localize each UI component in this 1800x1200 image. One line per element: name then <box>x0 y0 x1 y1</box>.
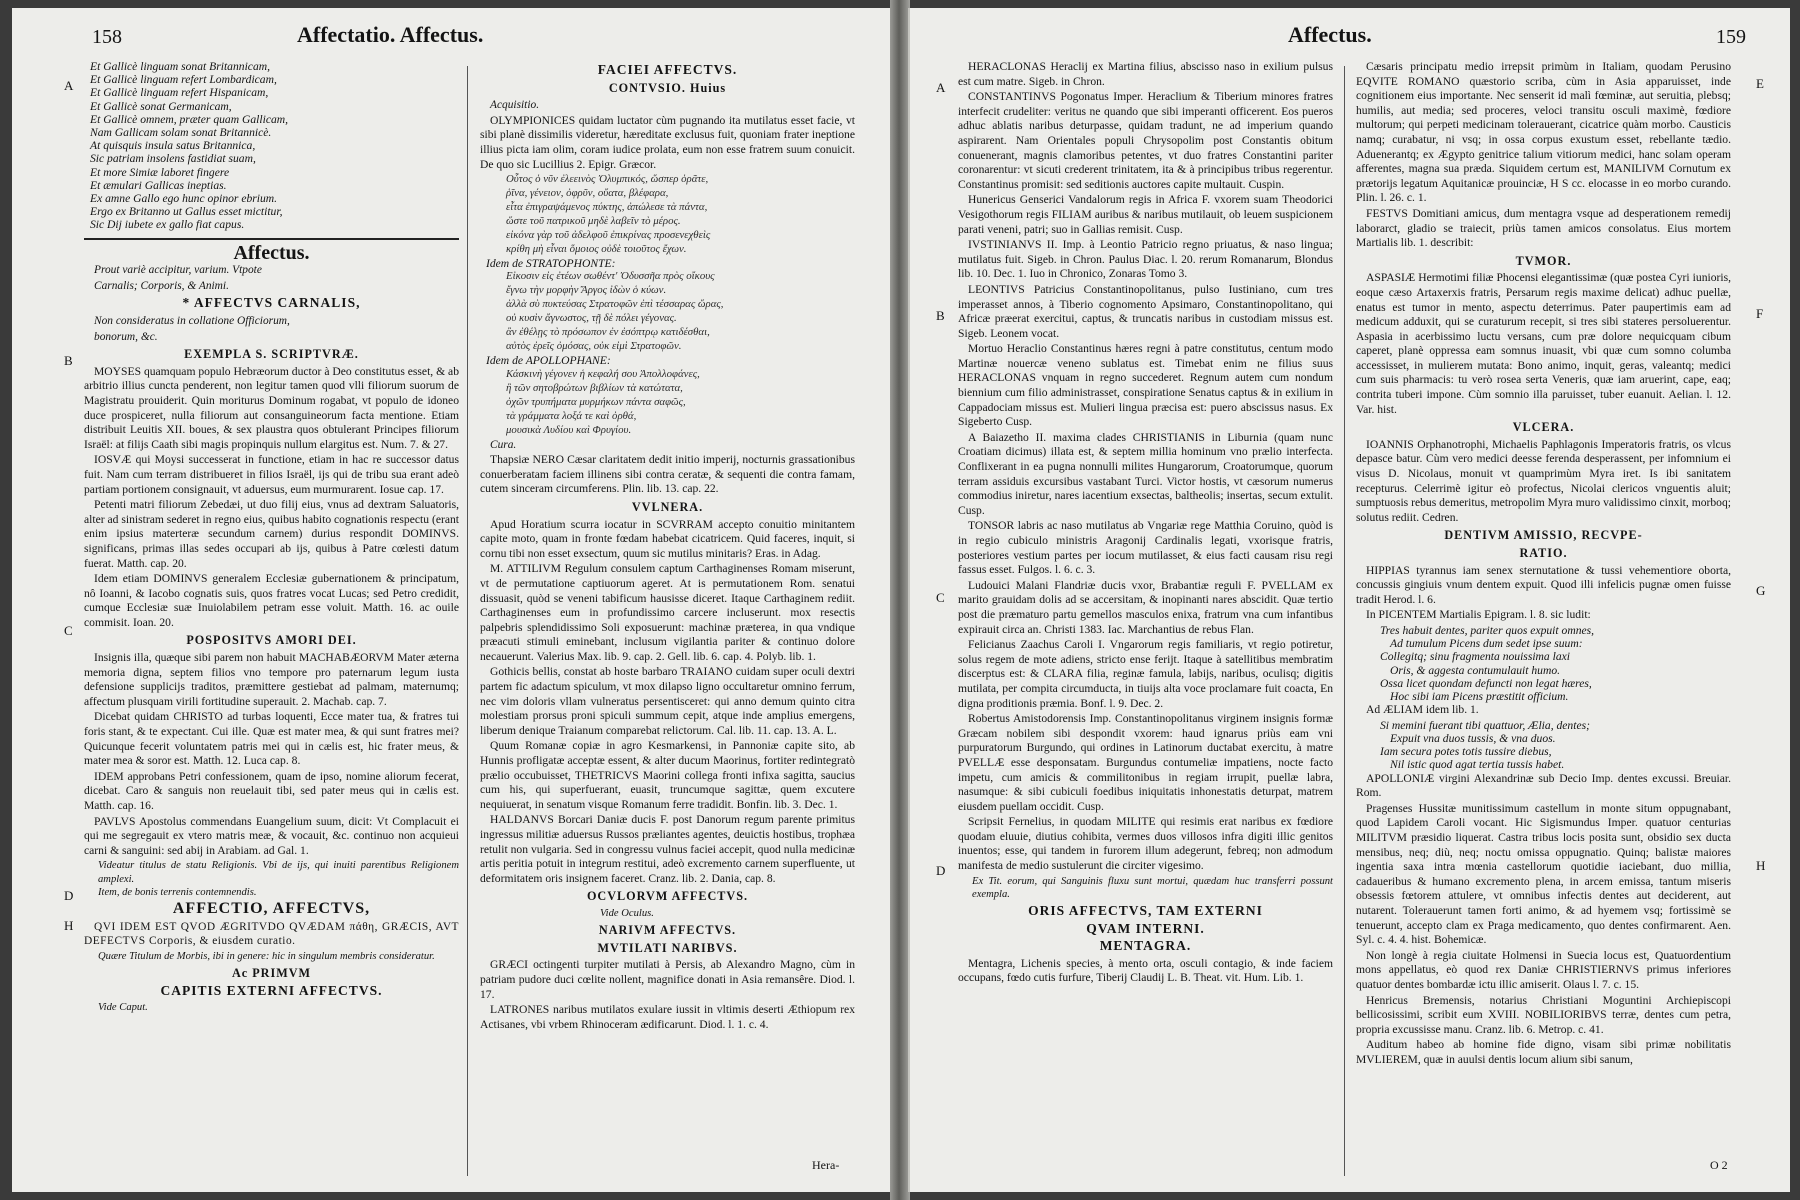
section-heading: MENTAGRA. <box>1099 938 1192 954</box>
greek-verse: ἂν ἐθέλῃς τὸ πρόσωπον ἐν ἐσόπτρῳ κατιδέσθαι, <box>506 326 710 339</box>
verse-line: Ad tumulum Picens dum sedet ipse suum: <box>1390 637 1583 651</box>
greek-verse: Εἰκοσιν εἰς ἐτέων σωθέντ' Ὀδυσσῆα πρὸς οἴκους <box>506 270 715 283</box>
verse-line: Hoc sibi iam Picens præstitit officium. <box>1390 689 1569 703</box>
paragraph: FESTVS Domitiani amicus, dum mentagra vsque ad desperationem remedij laborarct, gladio se traiecit, priùs tamen amicos consolatus. Eius mortem Martialis lib. 1. describit: <box>1356 206 1731 250</box>
margin-letter: F <box>1756 306 1764 321</box>
verse-line: Ossa licet quondam defuncti non legat hæres, <box>1380 676 1592 690</box>
column-rule <box>467 66 468 1176</box>
paragraph: Mentagra, Lichenis species, à mento orta, osculi contagio, & inde faciem occupans, fœdo cutis furfure, Tiberij Claudij L. B. Theat. vit. Hum. Lib. 1. <box>958 956 1333 985</box>
margin-letter: B <box>64 353 73 368</box>
catchword: Hera- <box>812 1158 840 1172</box>
paragraph: Robertus Amistodorensis Imp. Constantinopolitanus virginem insignis formæ Græcam nobilem sibi despondit vxorem: haud ignarus priùs eam vni purpuratorum Burgundo, qui ordines in Latinorum ductabat exercitu, à matre PVELLÆ esse desponsatam. Burgundus contumeliæ impatiens, nocte facto impetu, cum amicis & commilitonibus in regiam irrupit, puellæ labra, nasumque: & sibi cubiculi foedibus iniquitatis inhonestatis deturpat, matrem eiusdem puellam occidit. Cusp. <box>958 712 1333 813</box>
section-heading: Affectus. <box>233 241 310 264</box>
greek-verse: ῥῖνα, γένειον, ὀφρῦν, οὔατα, βλέφαρα, <box>506 187 669 200</box>
paragraph: Scripsit Fernelius, in quodam MILITE qui resimis erat naribus ex fœdiore quodam eluuie, diutius cohibita, vermes duos villosos infra digiti illic genitos inuentos; esse, qui tandem in furorem illum adegerunt, febreq; non admodum manifesta de medio sustulerunt die circiter vigesimo. <box>958 815 1333 873</box>
subheading: Idem de APOLLOPHANE: <box>486 354 611 368</box>
section-heading: CAPITIS EXTERNI AFFECTVS. <box>160 982 383 998</box>
subheading: bonorum, &c. <box>94 330 158 343</box>
book-gutter <box>890 0 910 1200</box>
right-page <box>908 8 1790 1192</box>
section-heading: RATIO. <box>1519 546 1568 560</box>
paragraph: Ad ÆLIAM idem lib. 1. <box>1366 703 1479 717</box>
paragraph: Dicebat quidam CHRISTO ad turbas loquenti, Ecce mater tua, & fratres tui foris stant, & te expectant. Cui ille. Quæ est mater mea, & qui sunt fratres mei? Quicunque fecerit voluntatem patris mei qui in cælis est, hic frater meus, & mater mea & soror est. Matth. 12. Luca cap. 8. <box>84 710 459 768</box>
greek-verse: εἰκόνα γὰρ τοῦ ἀδελφοῦ ἐπικρίνας προσενεχθεὶς <box>506 229 711 242</box>
section-heading: TVMOR. <box>1515 253 1572 268</box>
paragraph: Insignis illa, quæque sibi parem non habuit MACHABÆORVM Mater æterna memoria digna, septem filios vno tempore pro paternarum legum iusta defensione supplicijs traditos, præmittere gestiebat ad palmam, maternumq; affectum plusquam virili fortitudine superauit. 2. Machab. cap. 7. <box>84 651 459 708</box>
paragraph: ASPASIÆ Hermotimi filiæ Phocensi elegantissimæ (quæ postea Cyri iunioris, eoque cæso Artaxerxis fratris, Persarum regis maxime delicat) adhuc puellæ, enatus est tumor in mento, aspectu deterrimus. Pater paupertimis eam ad medicum adduxit, qui se curaturum recepit, si tres sibi stateres persoluerentur. Aspasia in acerbissimo luctu versans, cum præ dolore nequicquam cibum caperet, planè oppressa eam somnus inuasit, vbi quæ cum somno columba accessisset, in mulierem mutata: Bono animo, inquit, geras, valeantq; medici cum suis pharmacis: tu verò rosea serta Veneris, quæ iam aruerint, cape, eaq; contrita tuberi impone. Cùm somnio illa paruisset, tuber euanuit. Aelian. l. 12. Var. hist. <box>1356 271 1731 416</box>
paragraph: Ludouici Malani Flandriæ ducis vxor, Brabantiæ reguli F. PVELLAM ex marito grauidam dolis ad se accersitam, & inopinanti nares abscidit. Quæ tertio post die præmaturo partu gemellos masculos enixa, fratrum vna cum infantibus expirauit circa an. Christi 1383. Iac. Marchantius de rebus Flan. <box>958 578 1333 636</box>
paragraph: HERACLONAS Heraclij ex Martina filius, abscisso naso in exilium pulsus est cum matre. Sigeb. in Chron. <box>958 60 1333 88</box>
running-head: Affectus. <box>1288 22 1372 47</box>
greek-verse: ἀλλὰ σὺ πυκτεύσας Στρατοφῶν ἐπὶ τέσσαρας ὥρας, <box>506 298 724 311</box>
subheading: Acquisitio. <box>490 99 540 112</box>
paragraph: LEONTIVS Patricius Constantinopolitanus, pulso Iustiniano, cum tres imperasset annos, à Tiberio cognomento Apsimaro, Constantinopolitano, qui Africæ præerat exercitui, captus, & truncatis naribus in custodiam missus est. Sigeb. Leonem vocat. <box>958 282 1333 340</box>
verse-line: Et Gallicè linguam refert Hispanicam, <box>90 86 269 100</box>
paragraph: In PICENTEM Martialis Epigram. l. 8. sic ludit: <box>1366 608 1591 622</box>
verse-line: Sic patriam insolens fastidiat suam, <box>90 152 256 166</box>
subheading: QVI IDEM EST QVOD ÆGRITVDO QVÆDAM πάθη, GRÆCIS, AVT DEFECTVS Corporis, & eiusdem curatio. <box>84 920 459 948</box>
cross-reference: Ex Tit. eorum, qui Sanguinis fluxu sunt mortui, quædam huc transferri possunt exempla. <box>972 875 1333 900</box>
margin-letter: D <box>936 863 946 878</box>
paragraph: Mortuo Heraclio Constantinus hæres regni à patre constitutus, centum modo Martinæ nouercæ veneno sublatus est. Timebat enim ne filius suus HERACLONAS vnquam in regno succederet. Regnum autem cum nondum biennium cum filio administrasset, conspiratione Senatus captus & in exilium in Cappadociam missus est. Mulieri lingua præcisa est: puero abscissus nasus. Ex Sigeberto Cusp. <box>958 342 1333 429</box>
verse-line: Sic Dij iubete ex gallo fiat capus. <box>90 218 245 232</box>
column-1 <box>958 60 1333 987</box>
greek-verse: κρίθη μὴ εἶναι ὅμοιος οὐδὲ τοιοῦτος ἔχων. <box>506 243 687 256</box>
verse-line: Oris, & aggesta contumulauit humo. <box>1390 663 1561 677</box>
section-heading: * AFFECTVS CARNALIS, <box>182 295 361 311</box>
verse-line: Tres habuit dentes, pariter quos expuit omnes, <box>1380 623 1595 637</box>
paragraph: Non longè à regia ciuitate Holmensi in Suecia locus est, Quatuordentium mons appellatus, eò quod rex Daniæ CHRISTIERNVS primus inferiores quatuor dentes bombardæ ictu illic amiserit. Olaus l. 7. c. 15. <box>1356 948 1731 991</box>
section-heading: CONTVSIO. Huius <box>608 80 727 95</box>
paragraph: IDEM approbans Petri confessionem, quam de ipso, nomine aliorum fecerat, dicebat. Caro & sanguis non reuelauit tibi, sed pater meus qui in cælis est. Matth. cap. 16. <box>84 769 459 813</box>
greek-verse: ὀχῶν τρυπήματα μυρμήκων πάντα σαφῶς, <box>506 395 686 408</box>
paragraph: Cæsaris principatu medio irrepsit primùm in Italiam, quodam Perusino EQVITE ROMANO quæstorio scriba, cùm in Asia apparuisset, inde cognitionem eius importante. Nec senserit id malì fœminæ, aut seruitia, plebsq; humilis, aut media; sed proceres, veloci transitu osculi maximè, fœdiore multorum; qui perpeti medicinam tolerauerant, cicatrice quàm morbo. Causticis namq; curabatur, ni vsq; in ossa corpus exustum esset, rebellante tædio. Aduenerantq; ex Ægypto genitrice talium vitiorum medici, hanc solam operam afferentes, magna sua præda. Siquidem certum est, MANILIVM Cornutum ex prætorijs legatum Aquitanicæ prouinciæ, H S cc. elocasse in eo morbo curando. Plin. l. 26. c. 1. <box>1356 60 1731 205</box>
verse-line: Et Gallicè linguam refert Lombardicam, <box>90 73 277 87</box>
paragraph: Quum Romanæ copiæ in agro Kesmarkensi, in Pannoniæ capite sito, ab Hunnis profligatæ acceptæ essent, & alter ducum Maorinus, fortiter redintegratò prælio occubuisset, THETRICVS Maorini collega fronti infixa sagitta, saucius cum his, qui superfuerant, euasit, truncumque sagittæ, quem excutere nequiuerat, in senatum visque Romanum ferre tradidit. Bonfin. lib. 3. Dec. 1. <box>480 739 855 811</box>
paragraph: Hunericus Genserici Vandalorum regis in Africa F. vxorem suam Theodorici Vesigothorum regis FILIAM auribus & naribus mutilauit, ob leuem suspicionem parati veneni, patri; suo in Gallias remisit. Cusp. <box>958 193 1333 236</box>
paragraph: TONSOR labris ac naso mutilatus ab Vngariæ rege Matthia Coruino, quòd is in regio cubiculo ministris Aragonij Cardinalis legati, vxorisque fratris, posteriores vestium partes per iocum mutilasset, & eius facti causam risu regi fassus esset. Fulgos. l. 6. c. 3. <box>958 519 1333 577</box>
section-heading: POSPOSITVS AMORI DEI. <box>186 633 357 648</box>
greek-verse: ἢ τῶν σητοβρώτων βιβλίων τὰ κατώτατα, <box>506 381 683 394</box>
margin-letter: B <box>936 308 945 323</box>
margin-letter: G <box>1756 583 1766 598</box>
paragraph: Idem etiam DOMINVS generalem Ecclesiæ gubernationem & principatum, nô Ioanni, & Iacobo cognatis suis, quos fratres vocat Lucas; sed Petro credidit, cumque Ecclesiæ suæ Inuiolabilem petram esse voluit. Matth. 16. ac ouile commisit. Ioan. 20. <box>84 572 459 629</box>
section-heading: AFFECTIO, AFFECTVS, <box>172 900 371 917</box>
page-number: 158 <box>92 26 122 48</box>
section-heading: FACIEI AFFECTVS. <box>597 62 738 77</box>
section-heading: Ac PRIMVM <box>231 965 312 980</box>
paragraph: Pragenses Hussitæ munitissimum castellum in monte situm oppugnabant, quod Lapidem Caroli vocant. Hic Sigismundus Imper. quatuor centurias MILITVM præsidio liquerat. Castra tribus locis posita sunt, obsidio sex ducta mensibus, neq; diù, neq; noctu omissa oppugnatio. Quinq; balistæ maiores ingentia saxa intra mœnia castellorum quotidie iaciebant, duo millia, cadaueribus & humano excremento plena, in arcem emissa, tantum miseris obsessis fœtorem attulere, vt omnibus infectis dentes aut deciderent, aut nutarent. Tolerauerunt tamen forti animo, & ad hyemem vsq; fortissimè se tenuerunt, accepto clam ex Praga medicamento, quo dentes confirmarent. Aen. Syl. c. 4. 4. hist. Bohemicæ. <box>1356 801 1731 947</box>
margin-letter: H <box>1756 858 1766 873</box>
verse-line: Nil istic quod agat tertia tussis habet. <box>1390 758 1565 772</box>
section-heading: OCVLORVM AFFECTVS. <box>586 889 749 904</box>
margin-letter: H <box>64 918 74 933</box>
paragraph: CONSTANTINVS Pogonatus Imper. Heraclium & Tiberium minores fratres interfecit crudeliter: veritus ne quando que sibi imperanti officerent. Eos pueros adhuc ablatis naribus deturpasse, quidam tradunt, ne ad imperium quando aspirarent. Nam Orientales populi Chrysopolim post Constantis obitum conuenerant, magnis clamoribus petentes, vt duo fratres Constantini pariter coronarentur: vt sicuti crederent trinitatem, ita & à principibus tribus regerentur. Constantinus promisit: sed seditionis auctores capite multauit. Cuspin. <box>958 90 1333 191</box>
section-heading: VVLNERA. <box>631 499 704 514</box>
greek-verse: ὥστε τοῦ πατρικοῦ μηδὲ λαβεῖν τὸ μέρος. <box>506 215 681 228</box>
paragraph: LATRONES naribus mutilatos exulare iussit in vltimis deserti Æthiopum rex Actisanes, vbi vrbem Rhinoceram ædificarunt. Diod. l. 1. c. 4. <box>480 1003 855 1031</box>
greek-verse: εἶτα ἐπιγραψάμενος πύκτης, ἀπώλεσε τὰ πάντα, <box>506 201 708 214</box>
column-1 <box>84 60 459 1014</box>
section-heading: NARIVM AFFECTVS. <box>598 923 737 938</box>
paragraph: Gothicis bellis, constat ab hoste barbaro TRAIANO cuidam super oculi dextri partem fic adactum spiculum, vt mox dilapso ligno occultaretur omnino ferrum, nec vim doloris vllam vulneratus persentisceret: qui anno demum quinto citra molestiam prorsus proni spiculi summum cepit, atque inde amplius emergens, liberum denique Traianum comparebat relictorum. Cal. lib. 11. cap. 13. A. L. <box>480 665 855 737</box>
verse-line: Ex amne Gallo ego hunc opinor ebrium. <box>90 192 278 206</box>
paragraph: Petenti matri filiorum Zebedæi, ut duo filij eius, vnus ad dextram Saluatoris, alter ad sinistram sederet in regno eius, quibus habito cognationis respectu (erant enim ipsius materteræ secundum carnem) durius respondit DOMINVS. significans, primas illas sedes occupari ab ijs, quibus à Patre cœlesti datum fuerat. Matth. cap. 20. <box>84 498 459 570</box>
verse-line: Et more Simiæ laboret fingere <box>90 165 230 179</box>
greek-verse: αὐτὸς ἐρεῖς ὀμόσας, οὐκ εἰμὶ Στρατοφῶν. <box>506 340 682 353</box>
greek-verse: οὐ κυσὶν ἄγνωστος, τῇ δὲ πόλει γέγονας. <box>506 312 677 325</box>
column-rule <box>1344 66 1345 1176</box>
margin-letter: A <box>64 78 74 93</box>
paragraph: Apud Horatium scurra iocatur in SCVRRAM accepto conuitio minitantem capite moto, quam in fronte fœdam habebat cicatricem. Quid faceres, inquit, si cornu tibi non esset exsectum, quum sic mutilus minitaris? Eras. in Adag. <box>480 517 855 560</box>
verse-line: Et Gallicè omnem, præter quam Gallicam, <box>90 112 289 126</box>
subheading: Non consideratus in collatione Officiorum, <box>94 315 290 328</box>
signature-mark: O 2 <box>1710 1158 1728 1172</box>
paragraph: OLYMPIONICES quidam luctator cùm pugnando ita mutilatus esset facie, vt sibi planè dissimilis videretur, hæreditate exclusus fuit, quoniam frater ineptione illius picta iam olim, coram iudice prolata, eum non esse fratrem suum conuicit. De quo sic Lucillius 2. Epigr. Græcor. <box>480 113 855 171</box>
cross-reference: Videatur titulus de statu Religionis. Vbi de ijs, qui inuiti parentibus Religionem amplexi. <box>98 860 459 885</box>
paragraph: Henricus Bremensis, notarius Christiani Moguntini Archiepiscopi bellicosissimi, scribit eum XVIII. NOBILIORIBVS terræ, dentes cum petra, propria excussisse manu. Cranz. lib. 6. Metrop. c. 41. <box>1356 993 1731 1036</box>
section-rule <box>84 238 459 240</box>
paragraph: HALDANVS Borcari Daniæ ducis F. post Danorum regum parente primitus ingressus militiæ aduersus Russos præliantes agentes, deuictis hostibus, trophæa retulit non vulgaria. Sed in congressu vulnus faciei accepit, quod nulla medicinæ artis peritia potuit in integrum restitui, adeò excremento carnem superfluente, ut deformitatem oris insignem faceret. Cranz. lib. 2. Dania, cap. 8. <box>480 813 855 885</box>
cross-reference: Quære Titulum de Morbis, ibi in genere: hic in singulum membris consideratur. <box>98 950 435 962</box>
page-number: 159 <box>1716 26 1746 48</box>
section-heading: EXEMPLA S. SCRIPTVRÆ. <box>184 347 359 362</box>
paragraph: PAVLVS Apostolus commendans Euangelium suum, dicit: Vt Complacuit ei qui me segregauit ex vtero matris meæ, & vocauit, &c. continuo non acquieui carni & sanguini: sed abij in Arabiam. ad Gal. 1. <box>84 814 459 857</box>
greek-verse: Οὗτος ὁ νῦν ἐλεεινὸς Ὀλυμπικός, ὥσπερ ὁρᾶτε, <box>506 173 709 186</box>
paragraph: IVSTINIANVS II. Imp. à Leontio Patricio regno priuatus, & naso lingua; mutilatus fuit. Sigeb. in Chron. Paulus Diac. l. 20. rerum Romanarum, Blondus lib. 10. Dec. 1. Iuo in Chronico, Zonaras Tomo 3. <box>958 238 1333 281</box>
verse-line: Ergo ex Britanno ut Gallus esset mictitur, <box>90 205 283 219</box>
verse-line: Et Gallicè linguam sonat Britannicam, <box>90 60 271 73</box>
verse-line: Nam Gallicam solam sonat Britannicè. <box>90 126 272 140</box>
verse-line: Expuit vna duos tussis, & vna duos. <box>1390 731 1556 745</box>
column-2 <box>1356 60 1731 1068</box>
column-2 <box>480 60 855 1033</box>
paragraph: APOLLONIÆ virgini Alexandrinæ sub Decio Imp. dentes excussi. Breuiar. Rom. <box>1356 771 1731 800</box>
margin-letter: C <box>64 623 73 638</box>
verse-line: Et æmulari Gallicas ineptias. <box>90 178 227 192</box>
section-heading: DENTIVM AMISSIO, RECVPE- <box>1444 528 1643 543</box>
paragraph: Auditum habeo ab homine fide digno, visam sibi primæ nobilitatis MVLIEREM, quæ in auulsi dentis locum alium sibi sanum, <box>1356 1038 1731 1066</box>
subheading: Prout variè accipitur, varium. Vtpote <box>94 264 262 277</box>
left-page <box>12 8 894 1192</box>
margin-letter: D <box>64 888 74 903</box>
section-heading: VLCERA. <box>1512 420 1575 435</box>
section-heading: QVAM INTERNI. <box>1086 920 1205 936</box>
paragraph: IOSVÆ qui Moysi successerat in functione, etiam in hac re successor datus fuit. Nam cum terram distribueret in filios Israël, ijs qui de tribu sua erant adeò partiam portionem consignauit, vt aduersus, eum murmurarent. Iosue cap. 17. <box>84 453 459 496</box>
greek-verse: ἔγνω τὴν μορφὴν Ἄργος ἰδὼν ὁ κύων. <box>506 284 667 297</box>
paragraph: M. ATTILIVM Regulum consulem captum Carthaginenses Romam miserunt, vt de permutatione captiuorum ageret. At is permutationem Rom. senatui dissuasit, quòd se veneni tabificum hausisse diceret. Itaque Carthaginem rediit. Carthaginenses eum in profundissimo carcere incluserunt. mox resectis palpebris splendidissimo Soli exposuerunt: machinæ præterea, in qua vndique præacuti stimuli eminebant, inclusum vigilantia pariter & continuo dolore necauerunt. Valerius Max. lib. 9. cap. 2. Gell. lib. 6. cap. 4. Polyb. lib. 1. <box>480 562 855 663</box>
margin-letter: C <box>936 590 945 605</box>
running-head: Affectatio. Affectus. <box>297 22 484 47</box>
margin-letter: E <box>1756 76 1764 91</box>
paragraph: HIPPIAS tyrannus iam senex sternutatione & tussi vehementiore oborta, concussis gingiuis vnum dentem expuit. Quod illi infelicis pugnæ omen fuisse tradit Herod. l. 6. <box>1356 563 1731 606</box>
verse-line: Collegitq; sinu fragmenta nouissima laxi <box>1380 650 1571 664</box>
greek-verse: μουσικὰ Λυδίου καὶ Φρυγίου. <box>506 423 632 436</box>
verse-line: Et Gallicè sonat Germanicam, <box>90 99 232 113</box>
greek-verse: Κάσκινὴ γέγονεν ἡ κεφαλή σου Ἀπολλοφάνες, <box>506 367 700 380</box>
subheading: Idem de STRATOPHONTE: <box>486 257 616 271</box>
paragraph: Felicianus Zaachus Caroli I. Vngarorum regis familiaris, vt regio potiretur, solus regem de mote adiens, stricto ense ferijt. Itaque à satellitibus membratim discerptus est: & CLARA filia, reginæ famula, labijs, naribus, oculisq; digitis mutilata, per compita circumducta, in tiuijs alta voce proclamare fuit coacta, En digna proditionis præmia. Bonf. l. 9. Dec. 2. <box>958 638 1333 710</box>
subheading: Cura. <box>490 438 517 451</box>
section-heading: MVTILATI NARIBVS. <box>597 940 738 955</box>
verse-line: Si memini fuerant tibi quattuor, Ælia, dentes; <box>1380 718 1590 732</box>
section-heading: ORIS AFFECTVS, TAM EXTERNI <box>1028 903 1263 919</box>
paragraph: A Baiazetho II. maxima clades CHRISTIANIS in Liburnia (quam nunc Croatiam dicimus) illata est, & septem millia hominum vno prælio interfecta. Conflixerant in ea pugna nonnulli milites Hungarorum, Croatorumque, quorum terram assiduis excursibus vastabant Turci. Victor hostis, vt cæsorum numerus commodius iniretur, nares iacentium exsectas, baltheolis; insertas, secum extulit. Cusp. <box>958 430 1333 517</box>
paragraph: Thapsiæ NERO Cæsar claritatem dedit initio imperij, nocturnis grassationibus conuerberatam faciem illinens sibi contra ceratæ, & sequenti die contra famam, cutem sinceram circumferens. Plin. lib. 13. cap. 22. <box>480 453 855 496</box>
cross-reference: Vide Oculus. <box>600 907 654 919</box>
cross-reference: Vide Caput. <box>98 1002 148 1014</box>
paragraph: MOYSES quamquam populo Hebræorum ductor à Deo constitutus esset, & ab arbitrio illius cuncta penderent, non legitur tamen quod vlli filiorum suorum de Magistratu prouiderit. Quin moriturus Dominum rogabat, vt populo de idoneo duce prospiceret, nulla filiorum aut consanguineorum facta mentione. Etiam distribuit Leuitis XII. boues, & sex plaustra quos obtulerant Principes filiorum Israël: at filijs Caath sibi magis propinquis nullum elargitus est. Num. 7. & 27. <box>84 364 459 451</box>
cross-reference: Item, de bonis terrenis contemnendis. <box>98 886 257 898</box>
paragraph: GRÆCI octingenti turpiter mutilati à Persis, ab Alexandro Magno, cùm in patriam pudore duci cœlite nollent, magnifice donati in Asia remansêre. Diod. l. 17. <box>480 958 855 1001</box>
margin-letter: A <box>936 80 946 95</box>
paragraph: IOANNIS Orphanotrophi, Michaelis Paphlagonis Imperatoris fratris, os vlcus depasce batur. Cùm vero medici deesse ferenda desperassent, per infomnium ei visus D. Nicolaus, monuit vt quamprimùm Myra iret. Is ibi sanitatem recepturus. Celerrimè igitur eò profectus, Nicolai clericos vnguentis aluit; sumptuosis rebus demeritus, metropolim Myra muro validissimo cinxit, morboq; solutus rediit. Cedren. <box>1356 437 1731 524</box>
verse-line: At quisquis insula satus Britannica, <box>90 139 256 153</box>
subheading: Carnalis; Corporis, & Animi. <box>94 279 229 292</box>
greek-verse: τὰ γράμματα λοξά τε καὶ ὀρθά, <box>506 409 637 422</box>
verse-line: Iam secura potes totis tussire diebus, <box>1380 745 1552 759</box>
